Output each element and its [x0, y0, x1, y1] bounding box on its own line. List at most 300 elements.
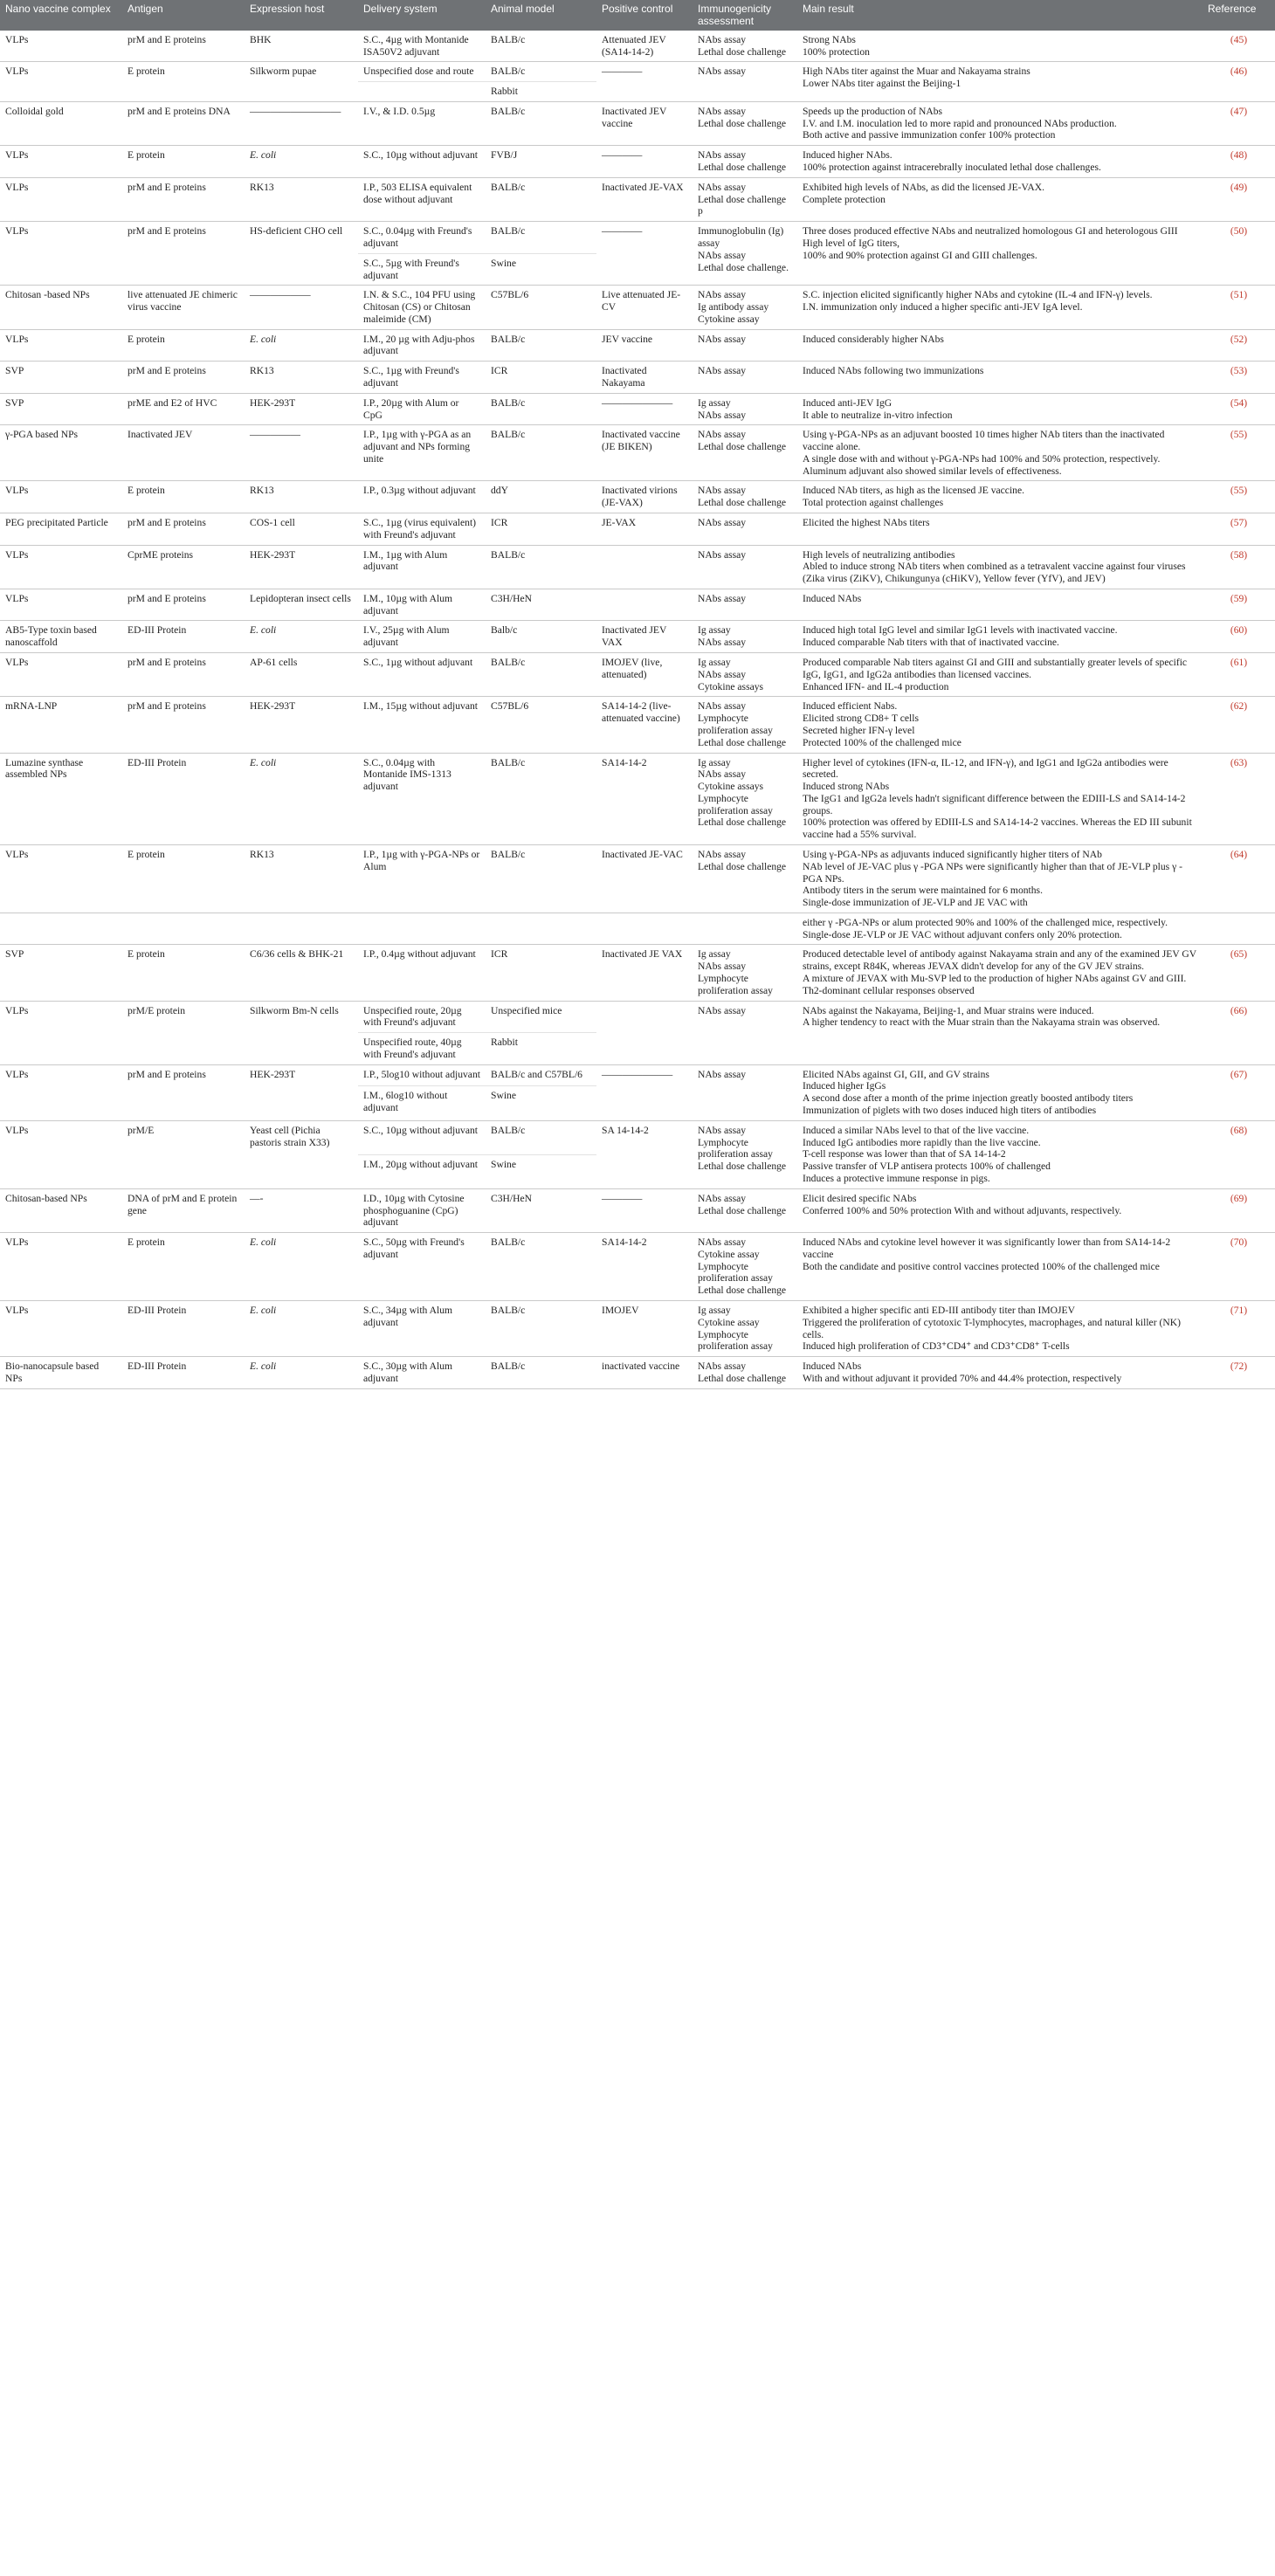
cell-reference[interactable]: (60)	[1203, 621, 1275, 653]
header-control: Positive control	[596, 0, 693, 31]
cell-reference[interactable]: (45)	[1203, 31, 1275, 62]
cell-result: Induced NAbs and cytokine level however it was significantly lower than from SA14-14-2 vaccine Both the candidate and positive control vaccines protected 100% of the challenged mice	[797, 1233, 1203, 1301]
cell-delivery: Unspecified dose and route	[358, 62, 486, 82]
cell-result: Induced anti-JEV IgG It able to neutralize in-vitro infection	[797, 393, 1203, 425]
cell-antigen: E protein	[122, 1233, 245, 1301]
cell-animal: BALB/c	[486, 393, 596, 425]
cell-reference[interactable]: (66)	[1203, 1001, 1275, 1064]
table-row	[0, 1188, 1275, 1232]
cell-result: Higher level of cytokines (IFN-α, IL-12, and IFN-γ), and IgG1 and IgG2a antibodies were secreted. Induced strong NAbs The IgG1 and IgG2a levels hadn't significant difference between the EDIII-LS and SA14-14-2 groups. 100% protection was offered by EDIII-LS and SA14-14-2 vaccines. Whereas the ED III subunit vaccine had a 55% survival.	[797, 753, 1203, 844]
cell-antigen: prM and E proteins	[122, 177, 245, 221]
cell-result: Using γ-PGA-NPs as an adjuvant boosted 10 times higher NAb titers than the inactivated vaccine alone. A single dose with and without γ-PGA-NPs had 100% and 50% protection, respectively. Aluminum adjuvant also showed similar levels of effectiveness.	[797, 425, 1203, 481]
cell-animal: BALB/c	[486, 222, 596, 254]
cell-antigen: prM and E proteins	[122, 1064, 245, 1120]
table-row	[0, 222, 1275, 254]
cell-animal: Unspecified mice	[486, 1001, 596, 1033]
cell-assay: NAbs assay	[693, 545, 797, 589]
cell-result: Produced detectable level of antibody against Nakayama strain and any of the examined JEV GV strains, except R84K, whereas JEVAX didn't develop for any of the GV JEV strains. A mixture of JEVAX with Mu-SVP led to the production of higher NAbs against GV and GIII. Th2-dominant cellular responses observed	[797, 945, 1203, 1001]
cell-delivery: I.P., 503 ELISA equivalent dose without adjuvant	[358, 177, 486, 221]
cell-delivery: S.C., 0.04µg with Freund's adjuvant	[358, 222, 486, 254]
cell-delivery: S.C., 1µg (virus equivalent) with Freund's adjuvant	[358, 513, 486, 546]
cell-delivery: I.M., 1µg with Alum adjuvant	[358, 545, 486, 589]
cell-animal: Swine	[486, 253, 596, 286]
cell-complex: Colloidal gold	[0, 101, 122, 145]
cell-assay	[693, 913, 797, 945]
cell-control: Inactivated JE VAX	[596, 945, 693, 1001]
cell-control: Inactivated JEV vaccine	[596, 101, 693, 145]
cell-antigen: prM and E proteins	[122, 589, 245, 621]
table-row	[0, 913, 1275, 945]
cell-result: Elicited the highest NAbs titers	[797, 513, 1203, 546]
cell-result: Induced considerably higher NAbs	[797, 329, 1203, 362]
cell-assay: NAbs assay	[693, 362, 797, 394]
cell-host: Yeast cell (Pichia pastoris strain X33)	[245, 1120, 358, 1188]
cell-assay: NAbs assay Ig antibody assay Cytokine assay	[693, 286, 797, 329]
cell-control: inactivated vaccine	[596, 1357, 693, 1389]
cell-host: E. coli	[245, 1233, 358, 1301]
header-complex: Nano vaccine complex	[0, 0, 122, 31]
cell-animal: ICR	[486, 513, 596, 546]
cell-antigen: prM and E proteins	[122, 697, 245, 753]
cell-assay: NAbs assay Lethal dose challenge	[693, 425, 797, 481]
cell-reference[interactable]: (67)	[1203, 1064, 1275, 1120]
cell-reference[interactable]: (71)	[1203, 1300, 1275, 1356]
table-row	[0, 753, 1275, 844]
cell-antigen: prM/E	[122, 1120, 245, 1188]
cell-reference[interactable]: (61)	[1203, 653, 1275, 697]
cell-delivery: I.P., 5log10 without adjuvant	[358, 1064, 486, 1086]
cell-assay: NAbs assay Cytokine assay Lymphocyte proliferation assay Lethal dose challenge	[693, 1233, 797, 1301]
cell-delivery: I.M., 20 µg with Adju-phos adjuvant	[358, 329, 486, 362]
cell-animal: ICR	[486, 362, 596, 394]
cell-control: Inactivated JEV VAX	[596, 621, 693, 653]
cell-complex: VLPs	[0, 481, 122, 513]
cell-host: E. coli	[245, 146, 358, 178]
cell-control: JEV vaccine	[596, 329, 693, 362]
cell-antigen: prME and E2 of HVC	[122, 393, 245, 425]
cell-complex: VLPs	[0, 844, 122, 913]
table-row	[0, 286, 1275, 329]
cell-complex: VLPs	[0, 1001, 122, 1064]
cell-animal: BALB/c	[486, 1357, 596, 1389]
cell-delivery: I.M., 6log10 without adjuvant	[358, 1086, 486, 1121]
cell-host: HS-deficient CHO cell	[245, 222, 358, 286]
cell-result: Induced NAbs	[797, 589, 1203, 621]
cell-antigen: prM and E proteins	[122, 362, 245, 394]
cell-control: IMOJEV	[596, 1300, 693, 1356]
cell-animal: BALB/c	[486, 329, 596, 362]
cell-delivery: I.V., 25µg with Alum adjuvant	[358, 621, 486, 653]
cell-antigen: prM and E proteins	[122, 653, 245, 697]
cell-complex: VLPs	[0, 1300, 122, 1356]
cell-result: Induced a similar NAbs level to that of the live vaccine. Induced IgG antibodies more rapidly than the live vaccine. T-cell response was lower than that of SA 14-14-2 Passive transfer of VLP antisera protects 100% of challenged Induces a protective immune response in pigs.	[797, 1120, 1203, 1188]
cell-assay: NAbs assay Lethal dose challenge	[693, 481, 797, 513]
cell-antigen: prM/E protein	[122, 1001, 245, 1064]
cell-reference[interactable]: (50)	[1203, 222, 1275, 286]
cell-host: E. coli	[245, 1300, 358, 1356]
table-row	[0, 481, 1275, 513]
cell-delivery: I.M., 15µg without adjuvant	[358, 697, 486, 753]
cell-animal: BALB/c	[486, 1233, 596, 1301]
cell-complex: VLPs	[0, 222, 122, 286]
cell-animal: Balb/c	[486, 621, 596, 653]
cell-reference[interactable]: (49)	[1203, 177, 1275, 221]
cell-complex: Bio-nanocapsule based NPs	[0, 1357, 122, 1389]
cell-assay: Immunoglobulin (Ig) assay NAbs assay Lethal dose challenge.	[693, 222, 797, 286]
cell-host: RK13	[245, 481, 358, 513]
cell-animal: BALB/c	[486, 1120, 596, 1154]
cell-delivery: S.C., 34µg with Alum adjuvant	[358, 1300, 486, 1356]
cell-delivery	[358, 82, 486, 102]
cell-control: ————	[596, 222, 693, 286]
cell-control: ———————	[596, 1064, 693, 1120]
cell-antigen: E protein	[122, 844, 245, 913]
cell-delivery: S.C., 1µg without adjuvant	[358, 653, 486, 697]
table-row	[0, 393, 1275, 425]
cell-animal: Swine	[486, 1154, 596, 1188]
cell-reference[interactable]: (58)	[1203, 545, 1275, 589]
cell-delivery: S.C., 10µg without adjuvant	[358, 1120, 486, 1154]
cell-result: Induced NAbs With and without adjuvant it provided 70% and 44.4% protection, respectively	[797, 1357, 1203, 1389]
cell-result: Induced NAb titers, as high as the licensed JE vaccine. Total protection against challenges	[797, 481, 1203, 513]
cell-antigen: prM and E proteins	[122, 513, 245, 546]
table-row	[0, 362, 1275, 394]
cell-assay: NAbs assay Lethal dose challenge	[693, 101, 797, 145]
cell-result: Strong NAbs 100% protection	[797, 31, 1203, 62]
cell-result: Elicit desired specific NAbs Conferred 100% and 50% protection With and without adjuvants, respectively.	[797, 1188, 1203, 1232]
cell-result: Induced high total IgG level and similar IgG1 levels with inactivated vaccine. Induced comparable Nab titers with that of inactivated vaccine.	[797, 621, 1203, 653]
cell-antigen: prM and E proteins	[122, 222, 245, 286]
cell-complex: VLPs	[0, 177, 122, 221]
cell-control: ———————	[596, 393, 693, 425]
table-row	[0, 1120, 1275, 1154]
cell-antigen: E protein	[122, 146, 245, 178]
table-row	[0, 653, 1275, 697]
cell-animal: Rabbit	[486, 1033, 596, 1065]
table-row	[0, 945, 1275, 1001]
cell-antigen: ED-III Protein	[122, 1300, 245, 1356]
cell-animal: BALB/c	[486, 425, 596, 481]
cell-complex: VLPs	[0, 545, 122, 589]
cell-control: SA14-14-2	[596, 1233, 693, 1301]
cell-antigen: ED-III Protein	[122, 621, 245, 653]
table-row	[0, 329, 1275, 362]
cell-delivery: S.C., 5µg with Freund's adjuvant	[358, 253, 486, 286]
cell-assay: NAbs assay	[693, 513, 797, 546]
cell-complex: VLPs	[0, 146, 122, 178]
cell-control: Inactivated Nakayama	[596, 362, 693, 394]
table-body	[0, 31, 1275, 1388]
cell-reference[interactable]: (70)	[1203, 1233, 1275, 1301]
cell-result: either γ -PGA-NPs or alum protected 90% and 100% of the challenged mice, respectively. Single-dose JE-VLP or JE VAC without adjuvant confers only 20% protection.	[797, 913, 1203, 945]
cell-delivery: I.P., 1µg with γ-PGA-NPs or Alum	[358, 844, 486, 913]
cell-host: HEK-293T	[245, 393, 358, 425]
cell-delivery: S.C., 1µg with Freund's adjuvant	[358, 362, 486, 394]
cell-reference[interactable]: (46)	[1203, 62, 1275, 102]
cell-animal: BALB/c	[486, 62, 596, 82]
cell-assay: NAbs assay Lethal dose challenge	[693, 1357, 797, 1389]
cell-reference[interactable]: (57)	[1203, 513, 1275, 546]
cell-complex: SVP	[0, 393, 122, 425]
cell-host: E. coli	[245, 1357, 358, 1389]
cell-control: Attenuated JEV (SA14-14-2)	[596, 31, 693, 62]
cell-control: SA 14-14-2	[596, 1120, 693, 1188]
cell-assay: NAbs assay	[693, 329, 797, 362]
cell-result: High levels of neutralizing antibodies Abled to induce strong NAb titers when combined as a tetravalent vaccine against four viruses (Zika virus (ZiKV), Chikungunya (cHiKV), Yellow fever (YfV), and JEV)	[797, 545, 1203, 589]
cell-complex: AB5-Type toxin based nanoscaffold	[0, 621, 122, 653]
cell-assay: Ig assay NAbs assay	[693, 621, 797, 653]
cell-delivery: I.N. & S.C., 104 PFU using Chitosan (CS) or Chitosan maleimide (CM)	[358, 286, 486, 329]
cell-complex: VLPs	[0, 1233, 122, 1301]
cell-control: SA14-14-2 (live-attenuated vaccine)	[596, 697, 693, 753]
cell-delivery: S.C., 4µg with Montanide ISA50V2 adjuvant	[358, 31, 486, 62]
cell-animal: C57BL/6	[486, 286, 596, 329]
cell-antigen: E protein	[122, 945, 245, 1001]
cell-animal	[486, 913, 596, 945]
cell-host: RK13	[245, 844, 358, 913]
cell-assay: NAbs assay	[693, 62, 797, 102]
cell-reference[interactable]: (54)	[1203, 393, 1275, 425]
cell-complex: VLPs	[0, 62, 122, 102]
cell-result: Induced efficient Nabs. Elicited strong CD8+ T cells Secreted higher IFN-γ level Protected 100% of the challenged mice	[797, 697, 1203, 753]
cell-result: Produced comparable Nab titers against GI and GIII and substantially greater levels of specific IgG, IgG1, and IgG2a antibodies than licensed vaccines. Enhanced IFN- and IL-4 production	[797, 653, 1203, 697]
table-row	[0, 425, 1275, 481]
cell-assay: NAbs assay Lethal dose challenge	[693, 31, 797, 62]
cell-complex: γ-PGA based NPs	[0, 425, 122, 481]
cell-reference[interactable]: (55)	[1203, 481, 1275, 513]
table-row	[0, 62, 1275, 82]
cell-animal: BALB/c	[486, 844, 596, 913]
cell-reference[interactable]: (51)	[1203, 286, 1275, 329]
table-row	[0, 1357, 1275, 1389]
cell-animal: ddY	[486, 481, 596, 513]
cell-antigen: ED-III Protein	[122, 1357, 245, 1389]
cell-assay: NAbs assay	[693, 1001, 797, 1064]
cell-complex: Lumazine synthase assembled NPs	[0, 753, 122, 844]
cell-result: S.C. injection elicited significantly higher NAbs and cytokine (IL-4 and IFN-γ) levels. I.N. immunization only induced a higher specific anti-JEV IgA level.	[797, 286, 1203, 329]
cell-host: Silkworm pupae	[245, 62, 358, 102]
cell-animal: C3H/HeN	[486, 589, 596, 621]
cell-assay: Ig assay NAbs assay	[693, 393, 797, 425]
cell-antigen: CprME proteins	[122, 545, 245, 589]
table-row	[0, 589, 1275, 621]
cell-delivery: I.M., 10µg with Alum adjuvant	[358, 589, 486, 621]
cell-result: Using γ-PGA-NPs as adjuvants induced significantly higher titers of NAb NAb level of JE-VAC plus γ -PGA NPs were significantly higher than that of JE-VLP plus γ -PGA NPs. Antibody titers in the serum were maintained for 6 months. Single-dose immunization of JE-VLP and JE VAC with	[797, 844, 1203, 913]
cell-assay: Ig assay NAbs assay Cytokine assays Lymphocyte proliferation assay Lethal dose challenge	[693, 753, 797, 844]
cell-animal: Swine	[486, 1086, 596, 1121]
table-row	[0, 1064, 1275, 1086]
cell-animal: BALB/c and C57BL/6	[486, 1064, 596, 1086]
cell-antigen: prM and E proteins	[122, 31, 245, 62]
cell-animal: BALB/c	[486, 177, 596, 221]
cell-reference[interactable]: (65)	[1203, 945, 1275, 1001]
table-row	[0, 31, 1275, 62]
cell-host: Lepidopteran insect cells	[245, 589, 358, 621]
cell-control: Inactivated virions (JE-VAX)	[596, 481, 693, 513]
cell-reference[interactable]	[1203, 913, 1275, 945]
cell-animal: BALB/c	[486, 101, 596, 145]
table-row	[0, 101, 1275, 145]
table-row	[0, 146, 1275, 178]
cell-animal: ICR	[486, 945, 596, 1001]
cell-result: Speeds up the production of NAbs I.V. and I.M. inoculation led to more rapid and pronounced NAbs production. Both active and passive immunization confer 100% protection	[797, 101, 1203, 145]
cell-control: ————	[596, 1188, 693, 1232]
cell-complex: PEG precipitated Particle	[0, 513, 122, 546]
cell-control: Inactivated JE-VAC	[596, 844, 693, 913]
cell-delivery: S.C., 10µg without adjuvant	[358, 146, 486, 178]
cell-result: Induced NAbs following two immunizations	[797, 362, 1203, 394]
cell-control: JE-VAX	[596, 513, 693, 546]
cell-host: RK13	[245, 362, 358, 394]
cell-host: C6/36 cells & BHK-21	[245, 945, 358, 1001]
cell-reference[interactable]: (48)	[1203, 146, 1275, 178]
cell-animal: BALB/c	[486, 653, 596, 697]
cell-assay: NAbs assay Lethal dose challenge	[693, 844, 797, 913]
cell-antigen: live attenuated JE chimeric virus vaccine	[122, 286, 245, 329]
cell-control: ————	[596, 146, 693, 178]
cell-assay: NAbs assay	[693, 589, 797, 621]
cell-result: Induced higher NAbs. 100% protection against intracerebrally inoculated lethal dose challenges.	[797, 146, 1203, 178]
header-host: Expression host	[245, 0, 358, 31]
cell-result: High NAbs titer against the Muar and Nakayama strains Lower NAbs titer against the Beijing-1	[797, 62, 1203, 102]
cell-host: COS-1 cell	[245, 513, 358, 546]
cell-result: Three doses produced effective NAbs and neutralized homologous GI and heterologous GIII High level of IgG titers, 100% and 90% protection against GI and GIII challenges.	[797, 222, 1203, 286]
cell-control: Live attenuated JE-CV	[596, 286, 693, 329]
cell-reference[interactable]: (47)	[1203, 101, 1275, 145]
cell-complex: VLPs	[0, 329, 122, 362]
cell-host: HEK-293T	[245, 697, 358, 753]
cell-delivery: I.P., 0.4µg without adjuvant	[358, 945, 486, 1001]
cell-reference[interactable]: (69)	[1203, 1188, 1275, 1232]
cell-assay: NAbs assay	[693, 1064, 797, 1120]
header-antigen: Antigen	[122, 0, 245, 31]
cell-delivery	[358, 913, 486, 945]
table-row	[0, 697, 1275, 753]
cell-result: NAbs against the Nakayama, Beijing-1, and Muar strains were induced. A higher tendency to react with the Muar strain than the Nakayama strain was observed.	[797, 1001, 1203, 1064]
cell-host: RK13	[245, 177, 358, 221]
table-row	[0, 177, 1275, 221]
cell-complex: VLPs	[0, 1064, 122, 1120]
cell-control: Inactivated JE-VAX	[596, 177, 693, 221]
cell-antigen: prM and E proteins DNA	[122, 101, 245, 145]
cell-host: HEK-293T	[245, 1064, 358, 1120]
cell-animal: BALB/c	[486, 1300, 596, 1356]
cell-complex: VLPs	[0, 31, 122, 62]
cell-antigen: E protein	[122, 62, 245, 102]
cell-delivery: S.C., 50µg with Freund's adjuvant	[358, 1233, 486, 1301]
cell-control	[596, 589, 693, 621]
cell-animal: C3H/HeN	[486, 1188, 596, 1232]
cell-host: BHK	[245, 31, 358, 62]
cell-animal: FVB/J	[486, 146, 596, 178]
cell-assay: Ig assay Cytokine assay Lymphocyte proliferation assay	[693, 1300, 797, 1356]
cell-complex: mRNA-LNP	[0, 697, 122, 753]
cell-complex: VLPs	[0, 589, 122, 621]
cell-assay: Ig assay NAbs assay Lymphocyte proliferation assay	[693, 945, 797, 1001]
table-row	[0, 1233, 1275, 1301]
table-row	[0, 513, 1275, 546]
cell-delivery: S.C., 30µg with Alum adjuvant	[358, 1357, 486, 1389]
cell-control: ————	[596, 62, 693, 102]
cell-control	[596, 545, 693, 589]
cell-animal: BALB/c	[486, 753, 596, 844]
cell-result: Elicited NAbs against GI, GII, and GV strains Induced higher IgGs A second dose after a month of the prime injection greatly boosted antibody titers Immunization of piglets with two doses induced high titers of antibodies	[797, 1064, 1203, 1120]
cell-host: —————————	[245, 101, 358, 145]
table-row	[0, 621, 1275, 653]
cell-delivery: I.P., 20µg with Alum or CpG	[358, 393, 486, 425]
cell-animal: Rabbit	[486, 82, 596, 102]
header-animal: Animal model	[486, 0, 596, 31]
cell-host: E. coli	[245, 329, 358, 362]
cell-delivery: S.C., 0.04µg with Montanide IMS-1313 adjuvant	[358, 753, 486, 844]
header-assay: Immunogenicity assessment	[693, 0, 797, 31]
cell-assay: NAbs assay Lymphocyte proliferation assay Lethal dose challenge	[693, 1120, 797, 1188]
cell-host: E. coli	[245, 753, 358, 844]
table-row	[0, 545, 1275, 589]
cell-reference[interactable]: (52)	[1203, 329, 1275, 362]
cell-result: Exhibited a higher specific anti ED-III antibody titer than IMOJEV Triggered the proliferation of cytotoxic T-lymphocytes, macrophages, and natural killer (NK) cells. Induced high proliferation of CD3⁺CD4⁺ and CD3⁺CD8⁺ T-cells	[797, 1300, 1203, 1356]
cell-antigen: Inactivated JEV	[122, 425, 245, 481]
cell-delivery: I.P., 1µg with γ-PGA as an adjuvant and NPs forming unite	[358, 425, 486, 481]
cell-control	[596, 913, 693, 945]
table-header-row	[0, 0, 1275, 31]
cell-host: ——————	[245, 286, 358, 329]
cell-complex: VLPs	[0, 1120, 122, 1188]
cell-reference[interactable]: (63)	[1203, 753, 1275, 844]
table-row	[0, 844, 1275, 913]
cell-animal: BALB/c	[486, 31, 596, 62]
cell-host: HEK-293T	[245, 545, 358, 589]
table-row	[0, 1300, 1275, 1356]
cell-host: —-	[245, 1188, 358, 1232]
cell-delivery: I.V., & I.D. 0.5µg	[358, 101, 486, 145]
cell-host: E. coli	[245, 621, 358, 653]
cell-host: AP-61 cells	[245, 653, 358, 697]
cell-assay: NAbs assay Lymphocyte proliferation assay Lethal dose challenge	[693, 697, 797, 753]
cell-host: —————	[245, 425, 358, 481]
cell-assay: NAbs assay Lethal dose challenge	[693, 1188, 797, 1232]
cell-antigen: E protein	[122, 329, 245, 362]
cell-reference[interactable]: (68)	[1203, 1120, 1275, 1188]
cell-antigen: E protein	[122, 481, 245, 513]
cell-control: Inactivated vaccine (JE BIKEN)	[596, 425, 693, 481]
cell-delivery: I.M., 20µg without adjuvant	[358, 1154, 486, 1188]
cell-delivery: Unspecified route, 20µg with Freund's adjuvant	[358, 1001, 486, 1033]
cell-reference[interactable]: (59)	[1203, 589, 1275, 621]
cell-control: IMOJEV (live, attenuated)	[596, 653, 693, 697]
cell-complex: SVP	[0, 362, 122, 394]
cell-result: Exhibited high levels of NAbs, as did the licensed JE-VAX. Complete protection	[797, 177, 1203, 221]
cell-complex	[0, 913, 122, 945]
cell-complex: Chitosan -based NPs	[0, 286, 122, 329]
cell-control	[596, 1001, 693, 1064]
cell-reference[interactable]: (53)	[1203, 362, 1275, 394]
cell-delivery: I.P., 0.3µg without adjuvant	[358, 481, 486, 513]
cell-reference[interactable]: (64)	[1203, 844, 1275, 913]
cell-reference[interactable]: (72)	[1203, 1357, 1275, 1389]
header-reference: Reference	[1203, 0, 1275, 31]
table-row	[0, 1001, 1275, 1033]
cell-reference[interactable]: (55)	[1203, 425, 1275, 481]
cell-antigen: DNA of prM and E protein gene	[122, 1188, 245, 1232]
cell-complex: Chitosan-based NPs	[0, 1188, 122, 1232]
cell-animal: C57BL/6	[486, 697, 596, 753]
cell-antigen	[122, 913, 245, 945]
cell-reference[interactable]: (62)	[1203, 697, 1275, 753]
cell-assay: NAbs assay Lethal dose challenge p	[693, 177, 797, 221]
cell-complex: SVP	[0, 945, 122, 1001]
cell-control: SA14-14-2	[596, 753, 693, 844]
